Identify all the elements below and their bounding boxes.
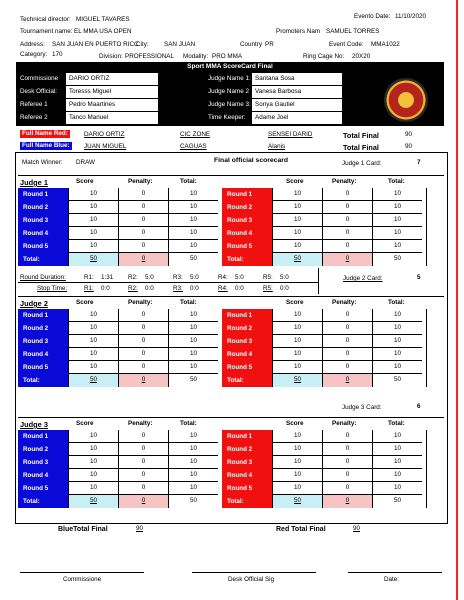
- judge2-red-round-3-penalty: 0: [322, 335, 372, 348]
- judge3-red-score-header: Score: [286, 420, 304, 427]
- match-winner-label: Match Winner:: [22, 159, 63, 166]
- judge1-blue-round-5-total: 10: [168, 240, 218, 253]
- judge2-red-round-3-label: Round 3: [222, 335, 272, 348]
- technical-director-label: Technical director:: [20, 16, 71, 23]
- judge3-name-label: Judge Name 3:: [208, 101, 251, 108]
- judge1-red-round-3-label: Round 3: [222, 214, 272, 227]
- rd-r5-value: 5:0: [280, 274, 289, 281]
- judge3-blue-total-label: Total:: [18, 495, 68, 508]
- judge2-red-table-edge: [426, 309, 427, 387]
- judge1-red-round-1-penalty: 0: [322, 188, 372, 201]
- st-r3-value: 0:0: [190, 285, 199, 292]
- blue-total-final-bottom-value: 90: [136, 525, 144, 532]
- rd-r1-label: R1:: [84, 274, 94, 281]
- judge1-blue-round-1-label: Round 1: [18, 188, 68, 201]
- duration-right-divider: [318, 268, 319, 294]
- judge1-blue-total-total: 50: [168, 253, 218, 266]
- judge3-top-divider: [18, 417, 444, 418]
- judge1-red-round-3-penalty: 0: [322, 214, 372, 227]
- judge1-blue-round-4-label: Round 4: [18, 227, 68, 240]
- judge2-blue-penalty-header: Penalty:: [128, 299, 153, 306]
- judge1-top-divider: [18, 175, 444, 176]
- judge1-name-value: Santana Sosa: [252, 73, 342, 85]
- desk-official-value: Toresss Miguel: [66, 86, 158, 98]
- country-value: PR: [265, 41, 274, 48]
- judge2-red-round-5-penalty: 0: [322, 361, 372, 374]
- judge2-blue-round-4-score: 10: [68, 348, 118, 361]
- rd-r4-value: 5:0: [235, 274, 244, 281]
- commissioner-value: DARIO ORTIZ: [66, 73, 158, 85]
- judge1-red-round-5-label: Round 5: [222, 240, 272, 253]
- judge1-red-table-edge: [426, 188, 427, 266]
- judge3-blue-round-3-score: 10: [68, 456, 118, 469]
- judge1-red-score-header: Score: [286, 178, 304, 185]
- judge2-blue-round-1-score: 10: [68, 309, 118, 322]
- judge2-name-label: Judge Name 2: [208, 88, 249, 95]
- judge3-red-round-4-total: 10: [372, 469, 422, 482]
- modality-label: Modality:: [183, 53, 209, 60]
- judge2-blue-round-2-penalty: 0: [118, 322, 168, 335]
- judge2-red-total-penalty: 0: [322, 374, 372, 387]
- stop-time-label: Stop Time:: [37, 285, 68, 292]
- date-signature-label: Date:: [384, 576, 400, 583]
- rd-r4-label: R4:: [218, 274, 228, 281]
- judge2-blue-total-penalty: 0: [118, 374, 168, 387]
- judge3-red-table-edge: [426, 430, 427, 508]
- judge3-title: Judge 3: [20, 420, 48, 429]
- city-label: City:: [136, 41, 149, 48]
- judge3-card-value: 6: [417, 403, 421, 410]
- judge2-blue-round-3-total: 10: [168, 335, 218, 348]
- judge1-blue-round-5-penalty: 0: [118, 240, 168, 253]
- judge2-red-total-label: Total:: [222, 374, 272, 387]
- judge1-red-total-header: Total:: [388, 178, 405, 185]
- judge2-blue-total-label: Total:: [18, 374, 68, 387]
- round-duration-label: Round Duration:: [20, 274, 66, 281]
- judge1-red-round-1-total: 10: [372, 188, 422, 201]
- judge3-blue-total-header: Total:: [180, 420, 197, 427]
- judge1-red-round-5-score: 10: [272, 240, 322, 253]
- judge2-red-total-total: 50: [372, 374, 422, 387]
- judge2-red-round-4-score: 10: [272, 348, 322, 361]
- judge2-blue-score-header: Score: [76, 299, 94, 306]
- judge2-red-round-1-label: Round 1: [222, 309, 272, 322]
- judge2-red-round-4-total: 10: [372, 348, 422, 361]
- judge1-blue-round-3-penalty: 0: [118, 214, 168, 227]
- judge3-red-round-2-total: 10: [372, 443, 422, 456]
- judge3-red-round-4-label: Round 4: [222, 469, 272, 482]
- blue-total-final-value: 90: [405, 143, 413, 150]
- judge3-red-round-1-total: 10: [372, 430, 422, 443]
- judge2-blue-round-2-total: 10: [168, 322, 218, 335]
- commissioner-label: Commissione: [20, 75, 59, 82]
- judge1-red-round-3-total: 10: [372, 214, 422, 227]
- judge1-card-value: 7: [417, 159, 421, 166]
- st-r1-value: 0:0: [101, 285, 110, 292]
- judge1-red-round-2-total: 10: [372, 201, 422, 214]
- judge1-name-label: Judge Name 1:: [208, 75, 251, 82]
- judge1-red-total-total: 50: [372, 253, 422, 266]
- event-date-value: 11/10/2020: [395, 13, 427, 20]
- judge1-red-round-1-label: Round 1: [222, 188, 272, 201]
- blue-fighter-name: JUAN MIGUEL: [84, 143, 127, 150]
- judge1-blue-round-2-score: 10: [68, 201, 118, 214]
- st-r2-value: 0:0: [145, 285, 154, 292]
- st-r5-label: R5:: [263, 285, 273, 292]
- judge2-blue-total-total: 50: [168, 374, 218, 387]
- judge1-red-round-3-score: 10: [272, 214, 322, 227]
- red-total-final-label: Total Final: [343, 131, 379, 140]
- judge3-red-round-1-label: Round 1: [222, 430, 272, 443]
- judge3-blue-round-2-penalty: 0: [118, 443, 168, 456]
- judge2-red-round-3-score: 10: [272, 335, 322, 348]
- judge2-red-round-3-total: 10: [372, 335, 422, 348]
- blue-fighter-tag: Full Name Blue:: [22, 142, 70, 149]
- ring-value: 20X20: [352, 53, 371, 60]
- judge3-blue-round-1-total: 10: [168, 430, 218, 443]
- judge3-blue-round-3-label: Round 3: [18, 456, 68, 469]
- judge3-red-total-header: Total:: [388, 420, 405, 427]
- rd-r3-label: R3:: [173, 274, 183, 281]
- judge3-red-round-2-label: Round 2: [222, 443, 272, 456]
- judge3-blue-round-4-label: Round 4: [18, 469, 68, 482]
- judge2-blue-round-5-total: 10: [168, 361, 218, 374]
- judge2-blue-total-header: Total:: [180, 299, 197, 306]
- judge3-red-round-5-label: Round 5: [222, 482, 272, 495]
- country-label: Country: [240, 41, 263, 48]
- judge2-blue-round-5-label: Round 5: [18, 361, 68, 374]
- judge3-red-total-penalty: 0: [322, 495, 372, 508]
- red-total-final-bottom-value: 90: [353, 525, 361, 532]
- judge1-red-penalty-header: Penalty:: [332, 178, 357, 185]
- promoters-value: SAMUEL TORRES: [326, 28, 380, 35]
- modality-value: PRO MMA: [212, 53, 243, 60]
- judge2-red-score-header: Score: [286, 299, 304, 306]
- timekeeper-label: Time Keeper:: [208, 114, 246, 121]
- st-r2-label: R2:: [128, 285, 138, 292]
- st-r1-label: R1:: [84, 285, 94, 292]
- judge2-blue-total-score: 50: [68, 374, 118, 387]
- judge3-blue-round-4-score: 10: [68, 469, 118, 482]
- blue-total-final-bottom-label: BlueTotal Final: [58, 526, 108, 533]
- judge1-red-round-1-score: 10: [272, 188, 322, 201]
- division-value: PROFESSIONAL: [125, 53, 174, 60]
- judge3-blue-round-4-total: 10: [168, 469, 218, 482]
- judge1-blue-round-2-label: Round 2: [18, 201, 68, 214]
- rd-r3-value: 5:0: [190, 274, 199, 281]
- judge2-red-round-1-score: 10: [272, 309, 322, 322]
- judge2-red-round-1-total: 10: [372, 309, 422, 322]
- judge2-red-penalty-header: Penalty:: [332, 299, 357, 306]
- judge3-card-label: Judge 3 Card:: [342, 404, 382, 411]
- red-fighter-name: DARIO ORTIZ: [84, 131, 125, 138]
- judge2-red-round-2-total: 10: [372, 322, 422, 335]
- referee1-value: Pedro Maartines: [66, 99, 158, 111]
- judge1-red-round-4-penalty: 0: [322, 227, 372, 240]
- judge1-blue-round-3-total: 10: [168, 214, 218, 227]
- address-value: SAN JUAN EN PUERTO RICC: [52, 41, 139, 48]
- judge1-red-total-score: 50: [272, 253, 322, 266]
- judge1-blue-round-4-total: 10: [168, 227, 218, 240]
- blue-fighter-coach: Alanis: [268, 143, 286, 150]
- judge3-red-total-total: 50: [372, 495, 422, 508]
- st-r5-value: 0:0: [280, 285, 289, 292]
- judge2-red-round-2-penalty: 0: [322, 322, 372, 335]
- judge3-red-round-3-total: 10: [372, 456, 422, 469]
- date-signature-line: [348, 572, 442, 573]
- technical-director-value: MIGUEL TAVARES: [76, 16, 130, 23]
- judge3-red-round-2-score: 10: [272, 443, 322, 456]
- judge3-blue-round-1-label: Round 1: [18, 430, 68, 443]
- judge3-blue-round-2-label: Round 2: [18, 443, 68, 456]
- judge1-red-round-5-penalty: 0: [322, 240, 372, 253]
- rd-r1-value: 1:31: [101, 274, 114, 281]
- judge1-blue-penalty-header: Penalty:: [128, 178, 153, 185]
- judge1-blue-round-1-penalty: 0: [118, 188, 168, 201]
- judge1-blue-total-header: Total:: [180, 178, 197, 185]
- judge3-red-round-1-penalty: 0: [322, 430, 372, 443]
- judge1-card-label: Judge 1 Card:: [342, 160, 382, 167]
- judge3-red-round-3-penalty: 0: [322, 456, 372, 469]
- final-scorecard-title: Final official scorecard: [214, 157, 289, 164]
- division-label: Division:: [99, 53, 123, 60]
- judge2-blue-round-1-total: 10: [168, 309, 218, 322]
- judge1-blue-score-header: Score: [76, 178, 94, 185]
- judge1-blue-round-4-score: 10: [68, 227, 118, 240]
- judge2-red-round-5-label: Round 5: [222, 361, 272, 374]
- judge3-red-round-5-total: 10: [372, 482, 422, 495]
- judge1-red-round-2-score: 10: [272, 201, 322, 214]
- judge3-red-total-score: 50: [272, 495, 322, 508]
- duration-divider: [18, 282, 318, 283]
- judge3-red-round-2-penalty: 0: [322, 443, 372, 456]
- judge1-blue-round-5-score: 10: [68, 240, 118, 253]
- judge1-red-round-4-label: Round 4: [222, 227, 272, 240]
- judge2-red-round-4-label: Round 4: [222, 348, 272, 361]
- red-fighter-team: CIC ZONE: [180, 131, 211, 138]
- judge3-blue-round-5-score: 10: [68, 482, 118, 495]
- judge3-blue-round-3-penalty: 0: [118, 456, 168, 469]
- commissione-signature-line: [20, 572, 144, 573]
- judge2-red-total-score: 50: [272, 374, 322, 387]
- judge2-title: Judge 2: [20, 299, 48, 308]
- judge2-red-round-4-penalty: 0: [322, 348, 372, 361]
- judge1-blue-total-score: 50: [68, 253, 118, 266]
- judge3-red-round-5-penalty: 0: [322, 482, 372, 495]
- judge3-blue-total-total: 50: [168, 495, 218, 508]
- judge3-blue-round-1-penalty: 0: [118, 430, 168, 443]
- page-edge-line: [456, 0, 458, 600]
- judge3-red-round-3-label: Round 3: [222, 456, 272, 469]
- referee2-value: Tanco Manuel: [66, 112, 158, 124]
- judge1-blue-total-penalty: 0: [118, 253, 168, 266]
- judge2-red-round-2-score: 10: [272, 322, 322, 335]
- judge1-red-round-4-total: 10: [372, 227, 422, 240]
- category-label: Category:: [20, 51, 48, 58]
- blue-total-final-label: Total Final: [343, 143, 379, 152]
- judge2-blue-round-5-score: 10: [68, 361, 118, 374]
- judge2-card-label: Judge 2 Card:: [343, 275, 383, 282]
- judge3-blue-round-5-label: Round 5: [18, 482, 68, 495]
- judge3-red-total-label: Total:: [222, 495, 272, 508]
- judge2-blue-round-4-total: 10: [168, 348, 218, 361]
- judge1-red-round-2-penalty: 0: [322, 201, 372, 214]
- judge2-red-round-5-total: 10: [372, 361, 422, 374]
- tournament-value: EL MMA USA OPEN: [74, 28, 132, 35]
- rd-r2-label: R2:: [128, 274, 138, 281]
- judge3-blue-round-2-score: 10: [68, 443, 118, 456]
- desk-signature-line: [192, 572, 316, 573]
- judge2-blue-round-4-penalty: 0: [118, 348, 168, 361]
- address-label: Address:: [20, 41, 45, 48]
- red-fighter-coach: SENSEI DARID: [268, 131, 313, 138]
- judge1-red-round-4-score: 10: [272, 227, 322, 240]
- judge2-blue-round-1-label: Round 1: [18, 309, 68, 322]
- scorecard-banner: Sport MMA ScoreCard Final: [16, 62, 444, 71]
- desk-signature-label: Desk Official Sig: [228, 576, 275, 583]
- judge2-blue-round-4-label: Round 4: [18, 348, 68, 361]
- ring-label: Ring Cage No:: [303, 53, 345, 60]
- rd-r5-label: R5:: [263, 274, 273, 281]
- promoters-label: Promoters Nam: [276, 28, 321, 35]
- judge3-blue-round-5-penalty: 0: [118, 482, 168, 495]
- judge2-blue-round-5-penalty: 0: [118, 361, 168, 374]
- event-code-value: MMA1022: [371, 41, 400, 48]
- judge3-red-round-4-score: 10: [272, 469, 322, 482]
- judge1-blue-total-label: Total:: [18, 253, 68, 266]
- judge1-blue-round-3-score: 10: [68, 214, 118, 227]
- judge2-blue-round-2-score: 10: [68, 322, 118, 335]
- judge3-blue-score-header: Score: [76, 420, 94, 427]
- judge3-red-round-5-score: 10: [272, 482, 322, 495]
- judge3-blue-round-5-total: 10: [168, 482, 218, 495]
- desk-official-label: Desk Official:: [20, 88, 57, 95]
- red-total-final-value: 90: [405, 131, 413, 138]
- judge2-blue-round-3-label: Round 3: [18, 335, 68, 348]
- blue-fighter-team: CAGUAS: [180, 143, 207, 150]
- commissione-signature-label: Commissione: [63, 576, 102, 583]
- judge3-red-round-4-penalty: 0: [322, 469, 372, 482]
- judge1-red-total-penalty: 0: [322, 253, 372, 266]
- judge2-red-round-1-penalty: 0: [322, 309, 372, 322]
- judge1-blue-round-5-label: Round 5: [18, 240, 68, 253]
- st-r4-value: 0:0: [235, 285, 244, 292]
- judge1-blue-round-3-label: Round 3: [18, 214, 68, 227]
- red-total-final-bottom-label: Red Total Final: [276, 526, 326, 533]
- judge1-blue-round-1-score: 10: [68, 188, 118, 201]
- match-winner-value: DRAW: [76, 159, 96, 166]
- judge1-blue-round-2-total: 10: [168, 201, 218, 214]
- judge3-blue-round-3-total: 10: [168, 456, 218, 469]
- judge1-red-round-2-label: Round 2: [222, 201, 272, 214]
- rd-r2-value: 5:0: [145, 274, 154, 281]
- organization-logo-emblem: [384, 78, 428, 122]
- tournament-label: Tournament name:: [20, 28, 73, 35]
- judge3-red-round-3-score: 10: [272, 456, 322, 469]
- red-fighter-tag: Full Name Red:: [22, 130, 68, 137]
- judge2-blue-round-3-score: 10: [68, 335, 118, 348]
- referee2-label: Referee 2: [20, 114, 48, 121]
- st-r4-label: R4:: [218, 285, 228, 292]
- judge1-blue-round-1-total: 10: [168, 188, 218, 201]
- officials-panel: [16, 71, 444, 126]
- judge2-red-round-2-label: Round 2: [222, 322, 272, 335]
- event-date-label: Evento Date:: [354, 13, 391, 20]
- city-value: SAN JUAN: [164, 41, 196, 48]
- judge1-blue-round-2-penalty: 0: [118, 201, 168, 214]
- judge1-blue-round-4-penalty: 0: [118, 227, 168, 240]
- judge2-name-value: Vanesa Barbosa: [252, 86, 342, 98]
- judge1-red-total-label: Total:: [222, 253, 272, 266]
- judge2-blue-round-3-penalty: 0: [118, 335, 168, 348]
- judge3-red-round-1-score: 10: [272, 430, 322, 443]
- judge1-title: Judge 1: [20, 178, 48, 187]
- judge2-blue-round-2-label: Round 2: [18, 322, 68, 335]
- referee1-label: Referee 1: [20, 101, 48, 108]
- category-value: 170: [52, 51, 63, 58]
- judge3-blue-round-1-score: 10: [68, 430, 118, 443]
- judge2-blue-round-1-penalty: 0: [118, 309, 168, 322]
- judge3-blue-total-score: 50: [68, 495, 118, 508]
- judge2-red-total-header: Total:: [388, 299, 405, 306]
- judge3-blue-round-4-penalty: 0: [118, 469, 168, 482]
- judge3-blue-penalty-header: Penalty:: [128, 420, 153, 427]
- judge3-blue-round-2-total: 10: [168, 443, 218, 456]
- judge2-top-divider: [18, 296, 444, 297]
- event-code-label: Event Code:: [329, 41, 364, 48]
- timekeeper-value: Adame Joel: [252, 112, 342, 124]
- judge3-blue-total-penalty: 0: [118, 495, 168, 508]
- judge3-red-penalty-header: Penalty:: [332, 420, 357, 427]
- judge2-card-value: 5: [417, 274, 421, 281]
- st-r3-label: R3:: [173, 285, 183, 292]
- judge1-red-round-5-total: 10: [372, 240, 422, 253]
- judge2-red-round-5-score: 10: [272, 361, 322, 374]
- judge3-name-value: Sonya Gautiel: [252, 99, 342, 111]
